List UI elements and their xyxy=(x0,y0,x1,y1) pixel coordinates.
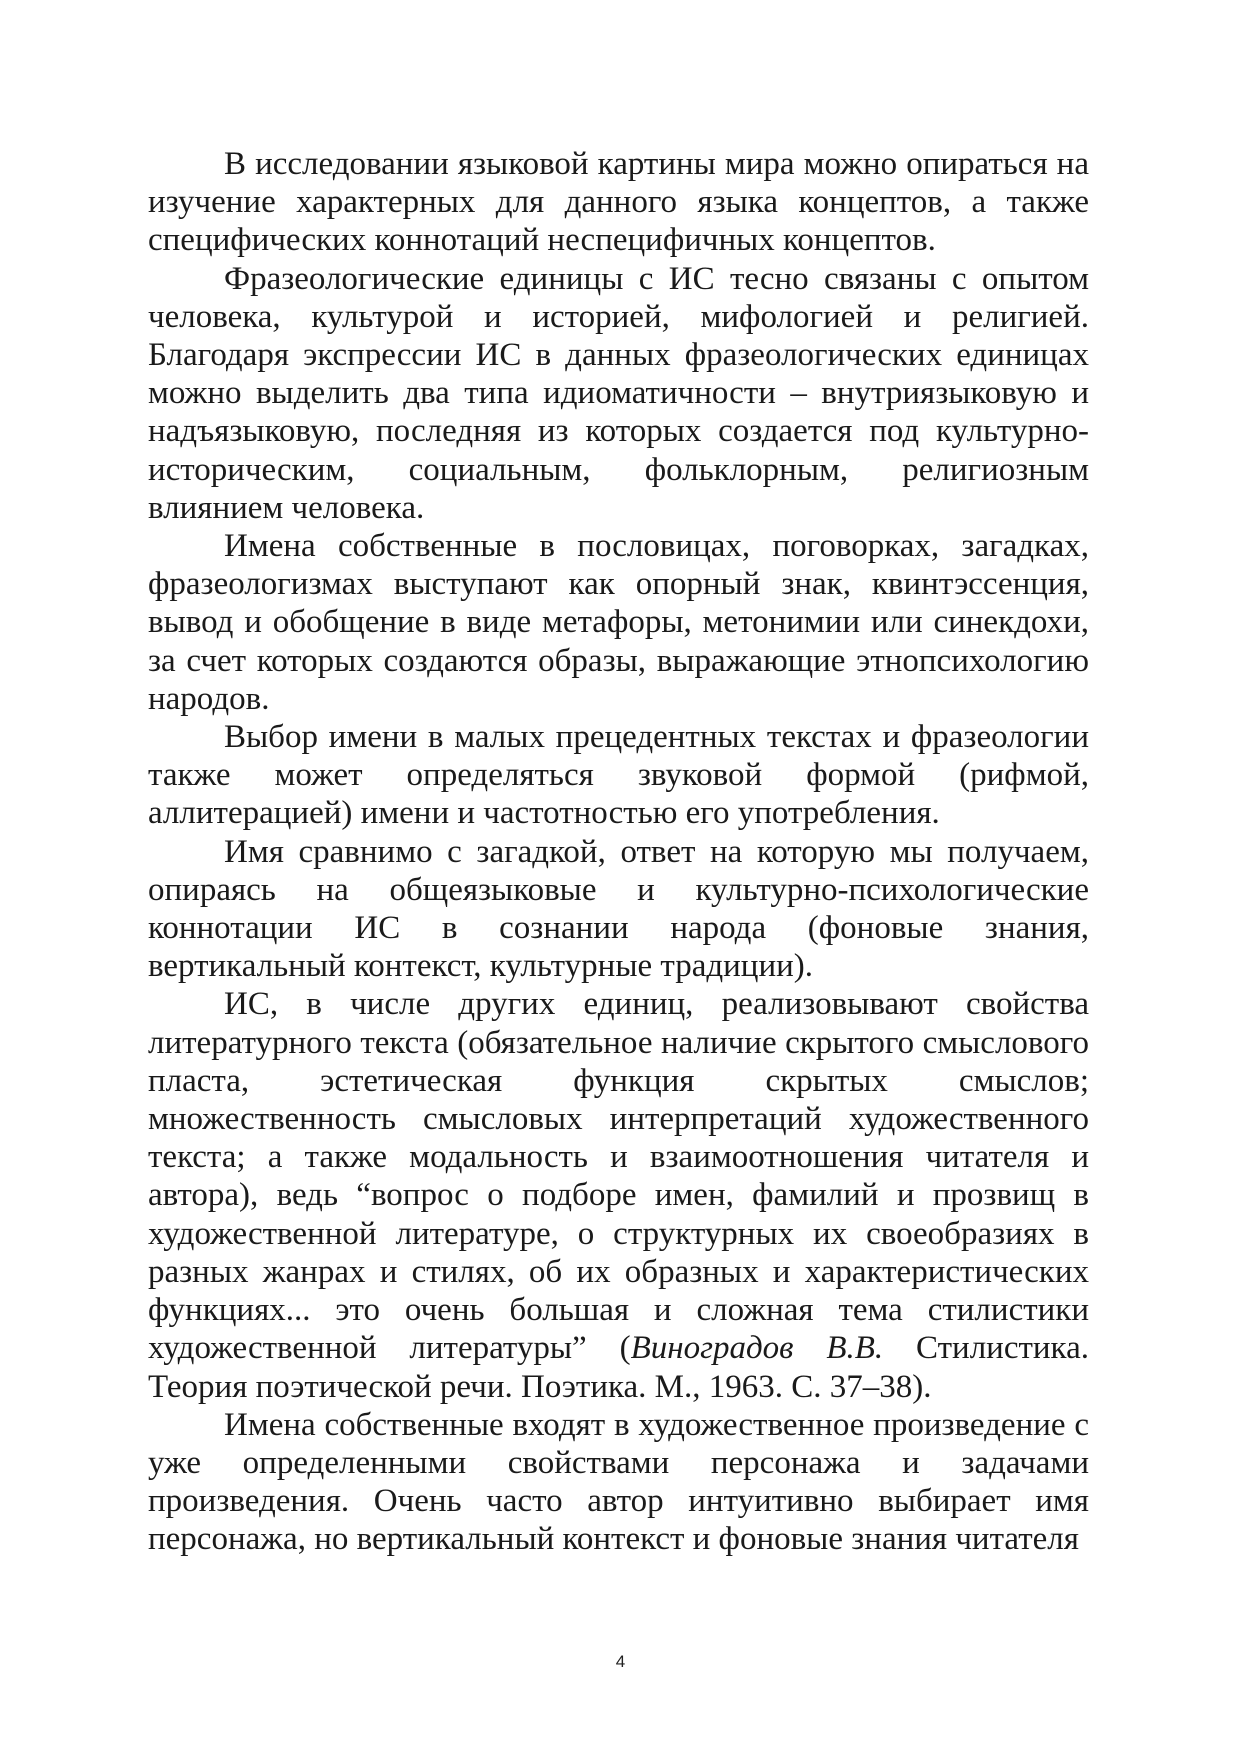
paragraph: Фразеологические единицы с ИС тесно связаны с опытом человека, культурой и историей, мифологией и религией. Благодаря экспрессии ИС в данных фразеологических единицах можно выделить два типа идиоматичности – внутриязыковую и надъязыковую, последняя из которых создается под культурно-историческим, социальным, фольклорным, религиозным влиянием человека. xyxy=(148,260,1089,526)
paragraph: Имена собственные входят в художественное произведение с уже определенными свойствами персонажа и задачами произведения. Очень часто автор интуитивно выбирает имя персонажа, но вертикальный контекст и фоновые знания читателя xyxy=(148,1406,1089,1558)
paragraph: Имя сравнимо с загадкой, ответ на которую мы получаем, опираясь на общеязыковые и культурно-психологические коннотации ИС в сознании народа (фоновые знания, вертикальный контекст, культурные традиции). xyxy=(148,833,1089,985)
quote-text: ИС, в числе других единиц, реализовывают свойства литературного текста (обязательное наличие скрытого смыслового пласта, эстетическая функция скрытых смыслов; множественность смысловых интерпретаций художественного текста; а также модальность и взаимоотношения читателя и автора), ведь “вопрос о подборе имен, фамилий и прозвищ в художественной литературе, о структурных их своеобразиях в разных жанрах и стилях, об их образных и характеристических функциях... это очень большая и сложная тема стилистики художественной литературы” ( xyxy=(148,986,1089,1367)
page-number: 4 xyxy=(615,1652,626,1671)
paragraph: В исследовании языковой картины мира можно опираться на изучение характерных для данного языка концептов, а также специфических коннотаций неспецифичных концептов. xyxy=(148,146,1089,259)
page-body xyxy=(148,145,1089,1559)
citation-source: Стилистика. Теория поэтической речи. Поэтика. М., 1963. С. 37–38). xyxy=(148,1330,1089,1405)
paragraph: Имена собственные в пословицах, поговорках, загадках, фразеологизмах выступают как опорный знак, квинтэссенция, вывод и обобщение в виде метафоры, метонимии или синекдохи, за счет которых создаются образы, выражающие этнопсихологию народов. xyxy=(148,528,1089,717)
citation-author: Виноградов В.В. xyxy=(630,1330,884,1367)
paragraph: Выбор имени в малых прецедентных текстах и фразеологии также может определяться звуковой формой (рифмой, аллитерацией) имени и частотностью его употребления. xyxy=(148,719,1089,832)
paragraph-with-citation xyxy=(148,985,1089,1405)
